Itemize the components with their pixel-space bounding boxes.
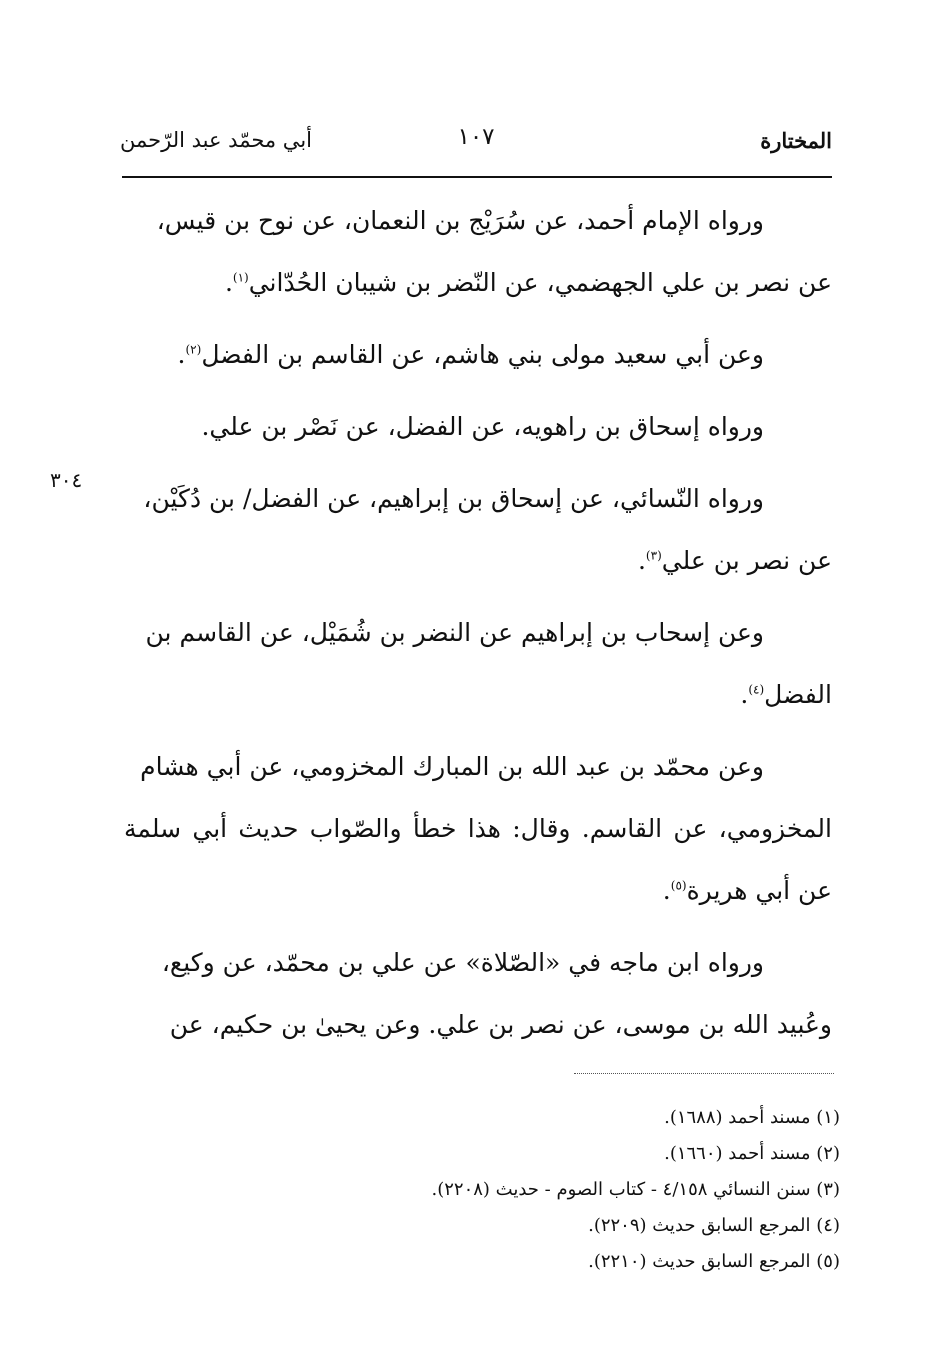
book-title: المختارة bbox=[760, 128, 832, 153]
footnote-5: (٥) المرجع السابق حديث (٢٢١٠). bbox=[588, 1251, 840, 1272]
header-divider bbox=[122, 176, 832, 178]
paragraph-1 bbox=[124, 190, 832, 314]
paragraph-2 bbox=[124, 324, 832, 386]
margin-page-reference: ٣٠٤ bbox=[50, 468, 83, 492]
footnote-ref[interactable]: (٣) bbox=[645, 548, 662, 563]
paragraph-continuation: المخزومي، عن القاسم. وقال: هذا خطأ والصّواب حديث أبي سلمة عن أبي هريرة$^{(٥)}$. bbox=[124, 814, 832, 905]
running-header bbox=[120, 118, 832, 158]
footnotes bbox=[200, 1100, 840, 1280]
paragraph-first-line: وعن محمّد بن عبد الله بن المبارك المخزومي، عن أبي هشام bbox=[140, 752, 764, 781]
paragraph-continuation: عن نصر بن علي الجهضمي، عن النّضر بن شيبان الحُدّاني$^{(١)}$. bbox=[224, 268, 832, 297]
footnote-ref[interactable]: (١) bbox=[232, 270, 249, 285]
footnote-4: (٤) المرجع السابق حديث (٢٢٠٩). bbox=[588, 1215, 840, 1236]
paragraph-continuation: الفضل$^{(٤)}$. bbox=[740, 680, 832, 709]
footnote-divider bbox=[574, 1073, 834, 1074]
footnote-1: (١) مسند أحمد (١٦٨٨). bbox=[664, 1107, 840, 1128]
paragraph-7 bbox=[124, 932, 832, 1056]
footnote-ref[interactable]: (٤) bbox=[748, 682, 765, 697]
paragraph-5 bbox=[124, 602, 832, 726]
page-number: ١٠٧ bbox=[457, 124, 495, 150]
paragraph-4 bbox=[124, 468, 832, 592]
footnote-3: (٣) سنن النسائي ٤/١٥٨ - كتاب الصوم - حديث (٢٢٠٨). bbox=[431, 1179, 840, 1200]
paragraph-first-line: وعن إسحاب بن إبراهيم عن النضر بن شُمَيْل، عن القاسم بن bbox=[145, 618, 764, 647]
footnote-ref[interactable]: (٢) bbox=[185, 342, 202, 357]
paragraph-6 bbox=[124, 736, 832, 922]
paragraph-3 bbox=[124, 396, 832, 458]
paragraph-first-line: ورواه الإمام أحمد، عن سُرَيْج بن النعمان، عن نوح بن قيس، bbox=[156, 206, 764, 235]
paragraph-continuation: عن نصر بن علي$^{(٣)}$. bbox=[637, 546, 832, 575]
paragraph-first-line: ورواه إسحاق بن راهويه، عن الفضل، عن نَصْر بن علي. bbox=[201, 412, 764, 441]
footnote-2: (٢) مسند أحمد (١٦٦٠). bbox=[664, 1143, 840, 1164]
paragraph-continuation: وعُبيد الله بن موسى، عن نصر بن علي. وعن يحيىٰ بن حكيم، عن bbox=[169, 1010, 832, 1039]
main-text bbox=[124, 190, 832, 1056]
paragraph-first-line: ورواه ابن ماجه في «الصّلاة» عن علي بن محمّد، عن وكيع، bbox=[161, 948, 764, 977]
footnote-ref[interactable]: (٥) bbox=[670, 878, 687, 893]
paragraph-first-line: وعن أبي سعيد مولى بني هاشم، عن القاسم بن الفضل$^{(٢)}$. bbox=[177, 340, 764, 369]
paragraph-first-line: ورواه النّسائي، عن إسحاق بن إبراهيم، عن الفضل/ بن دُكَيْن، bbox=[143, 484, 764, 513]
author-name: أبي محمّد عبد الرّحمن bbox=[120, 128, 312, 152]
